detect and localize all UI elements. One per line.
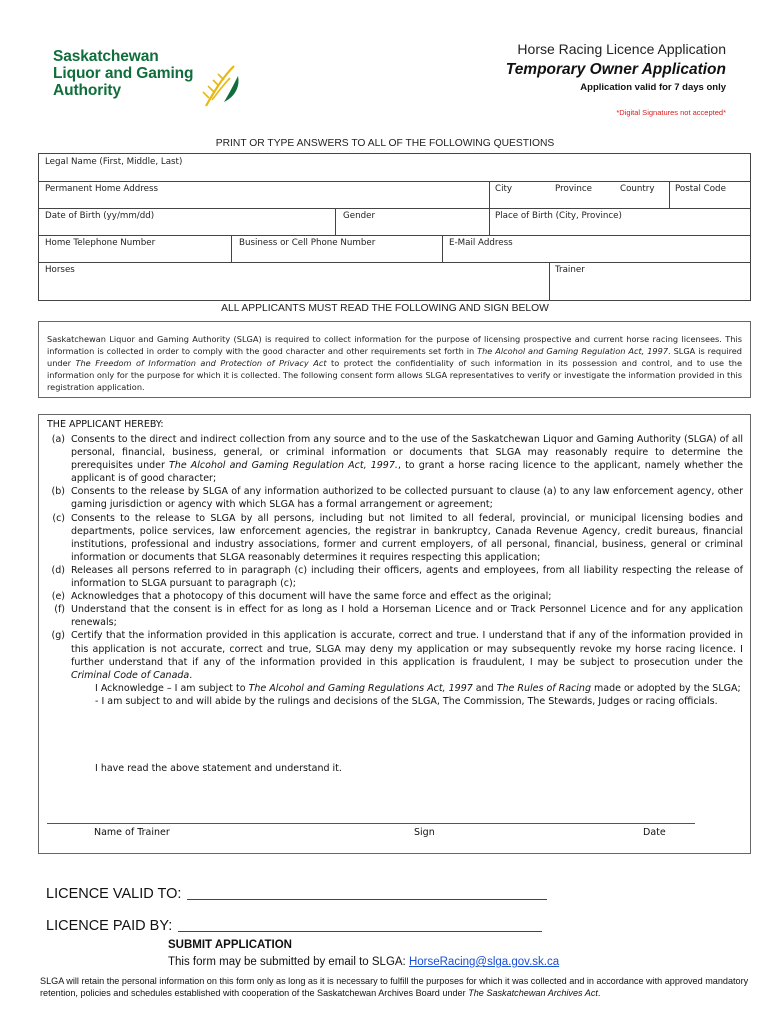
- retention-text-1: SLGA will retain the personal information on this form only as long as it is necessary to fulfill the purposes for which it was collected and in accordance with approved mandatory retention, policies and schedules established with cooperation of the Saskatchewan Archives Board under: [40, 976, 749, 998]
- digital-signature-note: *Digital Signatures not accepted*: [616, 108, 726, 117]
- submit-instructions: [168, 956, 559, 968]
- consent-f-text: Understand that the consent is in effect for as long as I hold a Horseman Licence and or Track Personnel Licence and for any application renewals;: [71, 604, 743, 629]
- ack-act: The Alcohol and Gaming Regulations Act, 1997: [248, 682, 473, 694]
- intro-act-2: The Freedom of Information and Protection of Privacy Act: [75, 358, 327, 368]
- consent-item-g: [47, 629, 743, 681]
- retention-text-2: .: [597, 987, 601, 998]
- email-field[interactable]: E-Mail Address: [449, 238, 513, 248]
- consent-mark-f: (f): [54, 604, 65, 616]
- consent-g-text-1: Certify that the information provided in this application is accurate, correct and true. I understand that if any of the information provided in this application is not accurate, correct and true, SLGA may deny my application or may subsequently revoke my horse racing licence. I further understand that if any of the information provided in this application is fraudulent, I may be subject to prosecution under the: [71, 630, 743, 668]
- must-read-heading: ALL APPLICANTS MUST READ THE FOLLOWING AND SIGN BELOW: [221, 303, 549, 314]
- validity-note: Application valid for 7 days only: [580, 82, 726, 93]
- consent-mark-e: (e): [51, 591, 65, 603]
- applicant-info-grid: [38, 153, 751, 301]
- signature-line[interactable]: [47, 823, 695, 824]
- acknowledge-statement: [47, 682, 743, 695]
- gender-field[interactable]: Gender: [343, 211, 376, 221]
- licence-paid-by-row: [46, 918, 542, 934]
- ack-text-2: and: [472, 682, 497, 694]
- consent-item-a: [47, 433, 743, 485]
- read-statement: I have read the above statement and understand it.: [95, 763, 342, 774]
- form-subtitle: Temporary Owner Application: [505, 61, 726, 78]
- consent-a-act: The Alcohol and Gaming Regulation Act, 1997.: [169, 460, 398, 472]
- submit-email-link[interactable]: HorseRacing@slga.gov.sk.ca: [408, 956, 560, 968]
- ack-text-1: I Acknowledge – I am subject to: [95, 682, 249, 694]
- consent-d-text: Releases all persons referred to in paragraph (c) including their officers, agents and employees, from all liability respecting the release of information to SLGA pursuant to paragraph (c);: [71, 564, 743, 590]
- consent-item-b: [47, 485, 743, 511]
- home-address-field[interactable]: Permanent Home Address: [45, 184, 159, 194]
- consent-heading: THE APPLICANT HEREBY:: [47, 419, 164, 430]
- wheat-leaf-mark-icon: [200, 62, 242, 108]
- licence-paid-by-label: LICENCE PAID BY:: [46, 918, 173, 934]
- logo-line-3: Authority: [53, 82, 121, 99]
- consent-item-d: [47, 564, 743, 590]
- retention-act: The Saskatchewan Archives Act: [468, 987, 598, 998]
- ack-text-3: made or adopted by the SLGA;: [590, 682, 741, 694]
- consent-a-text-2: , to grant a horse racing licence to the applicant, namely whether the applicant is of good character;: [71, 460, 743, 485]
- licence-paid-by-input[interactable]: [178, 931, 542, 932]
- consent-mark-b: (b): [51, 486, 65, 498]
- abide-statement: - I am subject to and will abide by the rulings and decisions of the SLGA, The Commission, The Stewards, Judges or racing officials.: [95, 695, 718, 707]
- intro-act-1: The Alcohol and Gaming Regulation Act, 1997: [477, 346, 669, 356]
- form-title: Horse Racing Licence Application: [517, 41, 726, 57]
- trainer-name-label: Name of Trainer: [94, 827, 170, 838]
- instructions-heading: PRINT OR TYPE ANSWERS TO ALL OF THE FOLLOWING QUESTIONS: [215, 138, 555, 149]
- slga-logo: [53, 48, 243, 108]
- privacy-intro-box: [38, 321, 751, 398]
- consent-g-text-2: .: [189, 669, 193, 681]
- horses-field[interactable]: Horses: [45, 265, 75, 275]
- consent-a-text-1: Consents to the direct and indirect collection from any source and to the use of the Saskatchewan Liquor and Gaming Authority (SLGA) of all personal, financial, business, general, or criminal information or documents that SLGA may reasonably require to determine the prerequisites under: [71, 434, 743, 472]
- licence-valid-to-row: [46, 886, 547, 902]
- consent-list: [47, 433, 743, 708]
- date-of-birth-field[interactable]: Date of Birth (yy/mm/dd): [45, 211, 155, 221]
- legal-name-field[interactable]: Legal Name (First, Middle, Last): [45, 157, 183, 167]
- postal-code-field[interactable]: Postal Code: [675, 184, 726, 194]
- consent-c-text: Consents to the release to SLGA by all persons, including but not limited to all federal, provincial, or municipal licensing bodies and departments, police services, law enforcement agencies, the registrar in bankruptcy, Canada Revenue Agency, credit bureaus, financial institutions, professional and industry associations, former and current employers, of all personal, financial, business, general or criminal information or documents that SLGA reasonably determines it requires respecting this application;: [71, 512, 743, 563]
- city-field[interactable]: City: [495, 184, 513, 194]
- retention-notice: [40, 976, 752, 999]
- licence-valid-to-input[interactable]: [187, 899, 547, 900]
- consent-g-code: Criminal Code of Canada: [71, 669, 190, 681]
- trainer-field[interactable]: Trainer: [555, 265, 585, 275]
- consent-mark-d: (d): [51, 564, 65, 576]
- submit-text: This form may be submitted by email to SLGA:: [168, 956, 409, 968]
- intro-text-3: to protect the confidentiality of such information in its possession and control, and to use the information only for the purpose for which it is collected. The following consent form allows SLGA representatives to verify or investigate the information provided in this registration application.: [47, 358, 743, 392]
- place-of-birth-field[interactable]: Place of Birth (City, Province): [495, 211, 622, 221]
- consent-item-e: [47, 590, 743, 603]
- consent-b-text: Consents to the release by SLGA of any information authorized to be collected pursuant to clause (a) to any law enforcement agency, other gaming jurisdiction or agency with which SLGA has a formal arrangement or agreement;: [71, 486, 743, 511]
- sign-label: Sign: [414, 827, 435, 838]
- ack-rules: The Rules of Racing: [496, 682, 591, 694]
- consent-item-c: [47, 512, 743, 564]
- consent-e-text: Acknowledges that a photocopy of this document will have the same force and effect as the original;: [71, 591, 552, 603]
- consent-item-f: [47, 603, 743, 629]
- intro-text-1: Saskatchewan Liquor and Gaming Authority (SLGA) is required to collect information for the purpose of licensing prospective and current horse racing licensees. This information is collected in order to comply with the good character and other requirements set forth in: [47, 334, 742, 356]
- home-phone-field[interactable]: Home Telephone Number: [45, 238, 156, 248]
- submit-heading: SUBMIT APPLICATION: [168, 939, 292, 951]
- province-field[interactable]: Province: [555, 184, 592, 194]
- logo-line-2: Liquor and Gaming: [53, 65, 194, 82]
- consent-mark-g: (g): [51, 630, 65, 642]
- consent-box: [38, 414, 751, 854]
- country-field[interactable]: Country: [620, 184, 655, 194]
- logo-line-1: Saskatchewan: [53, 48, 159, 65]
- date-label: Date: [643, 827, 666, 838]
- intro-text-2: . SLGA is required under: [47, 346, 742, 368]
- licence-valid-to-label: LICENCE VALID TO:: [46, 886, 182, 902]
- business-phone-field[interactable]: Business or Cell Phone Number: [239, 238, 376, 248]
- consent-mark-a: (a): [51, 434, 65, 445]
- consent-mark-c: (c): [52, 512, 65, 524]
